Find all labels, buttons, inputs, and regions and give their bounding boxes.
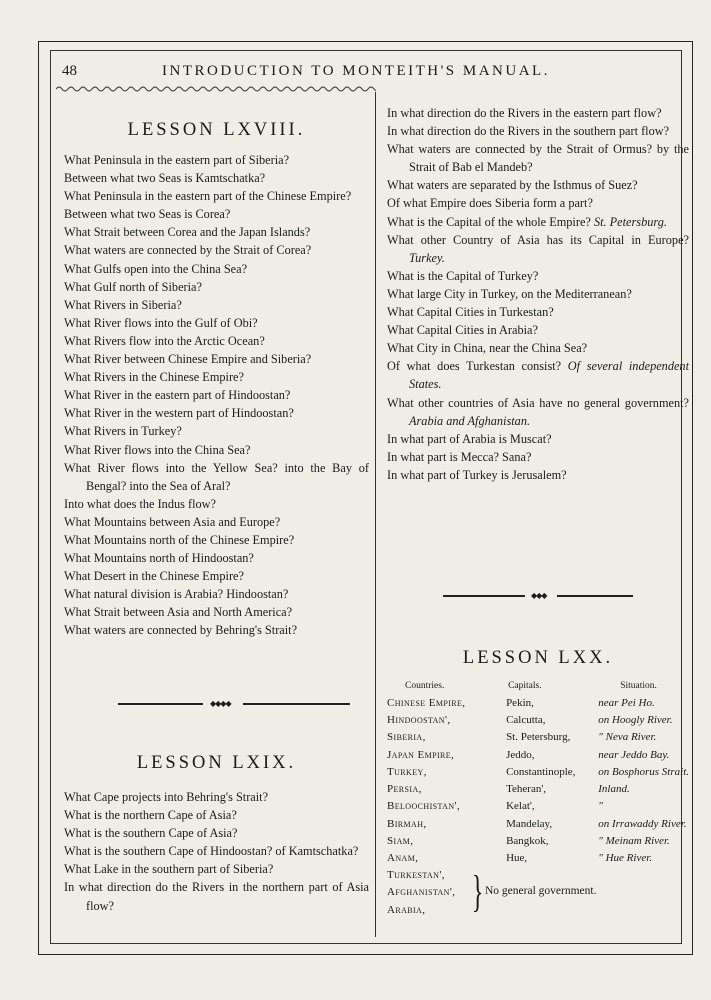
- question-text: In what direction do the Rivers in the eastern part flow?: [387, 106, 662, 120]
- capitals-table-row: [387, 780, 689, 797]
- no-government-country: Arabia,: [387, 903, 426, 916]
- question-text: What Peninsula in the eastern part of Siberia?: [64, 153, 290, 167]
- question-text: What other countries of Asia have no general government?: [387, 395, 689, 410]
- lesson-70-title: LESSON LXX.: [462, 648, 614, 668]
- question: [64, 368, 369, 386]
- question: [64, 260, 369, 278]
- question-text: What River flows into the Gulf of Obi?: [64, 315, 258, 330]
- answer-text: Turkey.: [409, 250, 445, 265]
- lesson-69-questions: [64, 788, 369, 915]
- lesson-68-section: [64, 120, 369, 640]
- question-text: What Capital Cities in Arabia?: [387, 323, 538, 338]
- running-title: INTRODUCTION TO MONTEITH'S MANUAL.: [162, 63, 550, 79]
- capital-cell: Hue,: [506, 852, 528, 865]
- situation-cell: near Jeddo Bay.: [598, 748, 670, 761]
- question: [387, 267, 689, 285]
- question: [64, 350, 369, 368]
- question-text: What Rivers in the Chinese Empire?: [64, 370, 244, 385]
- situation-cell: on Irrawaddy River.: [598, 817, 687, 830]
- lesson-68-questions: [64, 151, 369, 640]
- question: [64, 169, 369, 187]
- header-wavy-rule: [56, 84, 376, 94]
- question-text: What City in China, near the China Sea?: [387, 341, 588, 356]
- question-text: In what direction do the Rivers in the northern part of Asia flow?: [64, 880, 369, 913]
- no-government-country: Afghanistan',: [387, 886, 456, 899]
- header-capitals: Capitals.: [508, 681, 542, 691]
- question: [387, 303, 689, 321]
- no-government-country: Turkestan',: [387, 868, 445, 881]
- question-text: What River between Chinese Empire and Siberia?: [64, 352, 312, 367]
- question-text: What is the southern Cape of Hindoostan? of Kamtschatka?: [64, 844, 359, 859]
- capitals-table-row: [387, 763, 689, 780]
- situation-cell: " Meinam River.: [598, 835, 670, 848]
- capital-cell: Calcutta,: [506, 713, 546, 726]
- question: [64, 278, 369, 296]
- no-government-group: [387, 867, 687, 923]
- question: [387, 285, 689, 303]
- question-text: What waters are connected by the Strait of Corea?: [64, 243, 312, 258]
- question-text: In what direction do the Rivers in the southern part flow?: [387, 124, 670, 139]
- lesson-69-section: [64, 753, 369, 915]
- right-ornament-rule: ◆◆◆: [443, 592, 633, 600]
- question-text: What River flows into the China Sea?: [64, 442, 251, 457]
- question: [64, 603, 369, 621]
- question-text: What Mountains between Asia and Europe?: [64, 514, 281, 529]
- answer-text: Of several independent States.: [409, 359, 689, 392]
- question: [64, 621, 369, 639]
- page-header: [62, 60, 672, 84]
- question: [64, 495, 369, 513]
- country-cell: Siberia,: [387, 731, 426, 744]
- question-text: What large City in Turkey, on the Mediterranean?: [387, 286, 632, 301]
- question: [64, 459, 369, 495]
- question: [64, 513, 369, 531]
- capital-cell: Teheran',: [506, 783, 547, 796]
- question: [64, 860, 369, 878]
- question: [64, 441, 369, 459]
- question-text: What Strait between Corea and the Japan Islands?: [64, 225, 311, 240]
- question: [64, 223, 369, 241]
- capital-cell: Pekin,: [506, 696, 534, 709]
- question: [64, 806, 369, 824]
- question: [64, 332, 369, 350]
- country-cell: Hindoostan',: [387, 713, 451, 726]
- column-divider: [375, 92, 376, 937]
- question: [387, 394, 689, 430]
- capitals-table: [387, 681, 689, 867]
- question-text: What Gulf north of Siberia?: [64, 279, 202, 294]
- question-text: What Cape projects into Behring's Strait?: [64, 790, 269, 804]
- question: [64, 824, 369, 842]
- situation-cell: Inland.: [598, 783, 630, 796]
- question-text: What River in the western part of Hindoostan?: [64, 406, 294, 421]
- question: [64, 878, 369, 914]
- situation-cell: ": [598, 800, 603, 813]
- question: [387, 104, 689, 122]
- right-questions: [387, 104, 689, 484]
- question: [387, 122, 689, 140]
- capitals-table-header: [387, 681, 689, 694]
- country-cell: Chinese Empire,: [387, 696, 466, 709]
- question-text: What Strait between Asia and North America?: [64, 605, 293, 620]
- capitals-table-row: [387, 815, 689, 832]
- question-text: In what part is Mecca? Sana?: [387, 449, 532, 464]
- situation-cell: near Pei Ho.: [598, 696, 655, 709]
- question: [64, 422, 369, 440]
- question-text: What waters are connected by the Strait of Ormus? by the Strait of Bab el Mandeb?: [387, 142, 689, 175]
- capitals-table-row: [387, 832, 689, 849]
- question: [64, 241, 369, 259]
- country-cell: Siam,: [387, 835, 414, 848]
- question-text: What Mountains north of the Chinese Empire?: [64, 532, 295, 547]
- question: [64, 314, 369, 332]
- situation-cell: " Neva River.: [598, 731, 657, 744]
- question: [64, 567, 369, 585]
- question: [387, 357, 689, 393]
- situation-cell: on Hoogly River.: [598, 713, 673, 726]
- question: [64, 151, 369, 169]
- question: [387, 231, 689, 267]
- country-cell: Beloochistan',: [387, 800, 461, 813]
- question-text: In what part of Arabia is Muscat?: [387, 431, 552, 446]
- country-cell: Persia,: [387, 783, 422, 796]
- question-text: What Mountains north of Hindoostan?: [64, 551, 254, 566]
- capital-cell: St. Petersburg,: [506, 731, 571, 744]
- lesson-68-title: LESSON LXVIII.: [127, 120, 306, 140]
- question-text: In what part of Turkey is Jerusalem?: [387, 467, 567, 482]
- question-text: What Peninsula in the eastern part of the Chinese Empire?: [64, 189, 352, 204]
- question-text: What is the northern Cape of Asia?: [64, 808, 237, 823]
- no-government-countries: [387, 867, 455, 920]
- question-text: What Gulfs open into the China Sea?: [64, 261, 248, 276]
- brace-icon: }: [471, 866, 484, 916]
- lesson-70-section: [387, 648, 689, 923]
- question-text: What River in the eastern part of Hindoostan?: [64, 388, 291, 403]
- question-text: What other Country of Asia has its Capital in Europe?: [387, 232, 689, 247]
- question-text: Between what two Seas is Kamtschatka?: [64, 171, 266, 186]
- question: [387, 194, 689, 212]
- left-ornament-rule: ◆◆◆◆: [118, 700, 350, 708]
- capitals-table-row: [387, 694, 689, 711]
- situation-cell: on Bosphorus Strait.: [598, 765, 689, 778]
- question: [387, 321, 689, 339]
- capitals-table-row: [387, 798, 689, 815]
- question-text: What waters are separated by the Isthmus of Suez?: [387, 178, 638, 193]
- question: [64, 788, 369, 806]
- country-cell: Japan Empire,: [387, 748, 455, 761]
- question: [387, 466, 689, 484]
- question: [64, 386, 369, 404]
- page-number: 48: [62, 63, 77, 79]
- question: [387, 213, 689, 231]
- lesson-69-title: LESSON LXIX.: [136, 753, 297, 773]
- country-cell: Turkey,: [387, 765, 427, 778]
- question-text: Of what does Turkestan consist?: [387, 359, 562, 374]
- question-text: What is the southern Cape of Asia?: [64, 826, 238, 841]
- question: [64, 296, 369, 314]
- capitals-table-row: [387, 746, 689, 763]
- question-text: What natural division is Arabia? Hindoostan?: [64, 587, 289, 602]
- question-text: What Desert in the Chinese Empire?: [64, 569, 244, 584]
- capitals-table-row: [387, 850, 689, 867]
- capitals-table-row: [387, 729, 689, 746]
- country-cell: Anam,: [387, 852, 419, 865]
- question: [64, 549, 369, 567]
- question: [387, 430, 689, 448]
- capital-cell: Bangkok,: [506, 835, 549, 848]
- question: [64, 205, 369, 223]
- question: [64, 404, 369, 422]
- question-text: What Lake in the southern part of Siberia?: [64, 862, 274, 877]
- question-text: What is the Capital of Turkey?: [387, 268, 539, 283]
- capital-cell: Kelat',: [506, 800, 535, 813]
- no-government-label: No general government.: [485, 884, 597, 897]
- question: [387, 448, 689, 466]
- question-text: What Rivers in Turkey?: [64, 424, 182, 439]
- question-text: Of what Empire does Siberia form a part?: [387, 196, 593, 211]
- question-text: What Rivers flow into the Arctic Ocean?: [64, 333, 265, 348]
- question-text: What Capital Cities in Turkestan?: [387, 305, 554, 320]
- question: [64, 187, 369, 205]
- question: [387, 140, 689, 176]
- question-text: What Rivers in Siberia?: [64, 297, 182, 312]
- capital-cell: Jeddo,: [506, 748, 535, 761]
- header-situation: Situation.: [620, 681, 657, 691]
- question-text: What waters are connected by Behring's Strait?: [64, 623, 298, 638]
- question-text: Between what two Seas is Corea?: [64, 207, 231, 222]
- question: [64, 531, 369, 549]
- question: [387, 339, 689, 357]
- country-cell: Birmah,: [387, 817, 427, 830]
- question-text: Into what does the Indus flow?: [64, 496, 216, 511]
- capitals-table-row: [387, 711, 689, 728]
- question-text: What is the Capital of the whole Empire?: [387, 214, 591, 229]
- answer-text: Arabia and Afghanistan.: [409, 413, 531, 428]
- capital-cell: Constantinople,: [506, 765, 576, 778]
- lesson-69-continued: [387, 104, 689, 484]
- answer-text: St. Petersburg.: [593, 214, 667, 229]
- header-countries: Countries.: [405, 681, 445, 691]
- question-text: What River flows into the Yellow Sea? into the Bay of Bengal? into the Sea of Aral?: [64, 460, 369, 493]
- question: [387, 176, 689, 194]
- situation-cell: " Hue River.: [598, 852, 653, 865]
- capital-cell: Mandelay,: [506, 817, 553, 830]
- question: [64, 585, 369, 603]
- question: [64, 842, 369, 860]
